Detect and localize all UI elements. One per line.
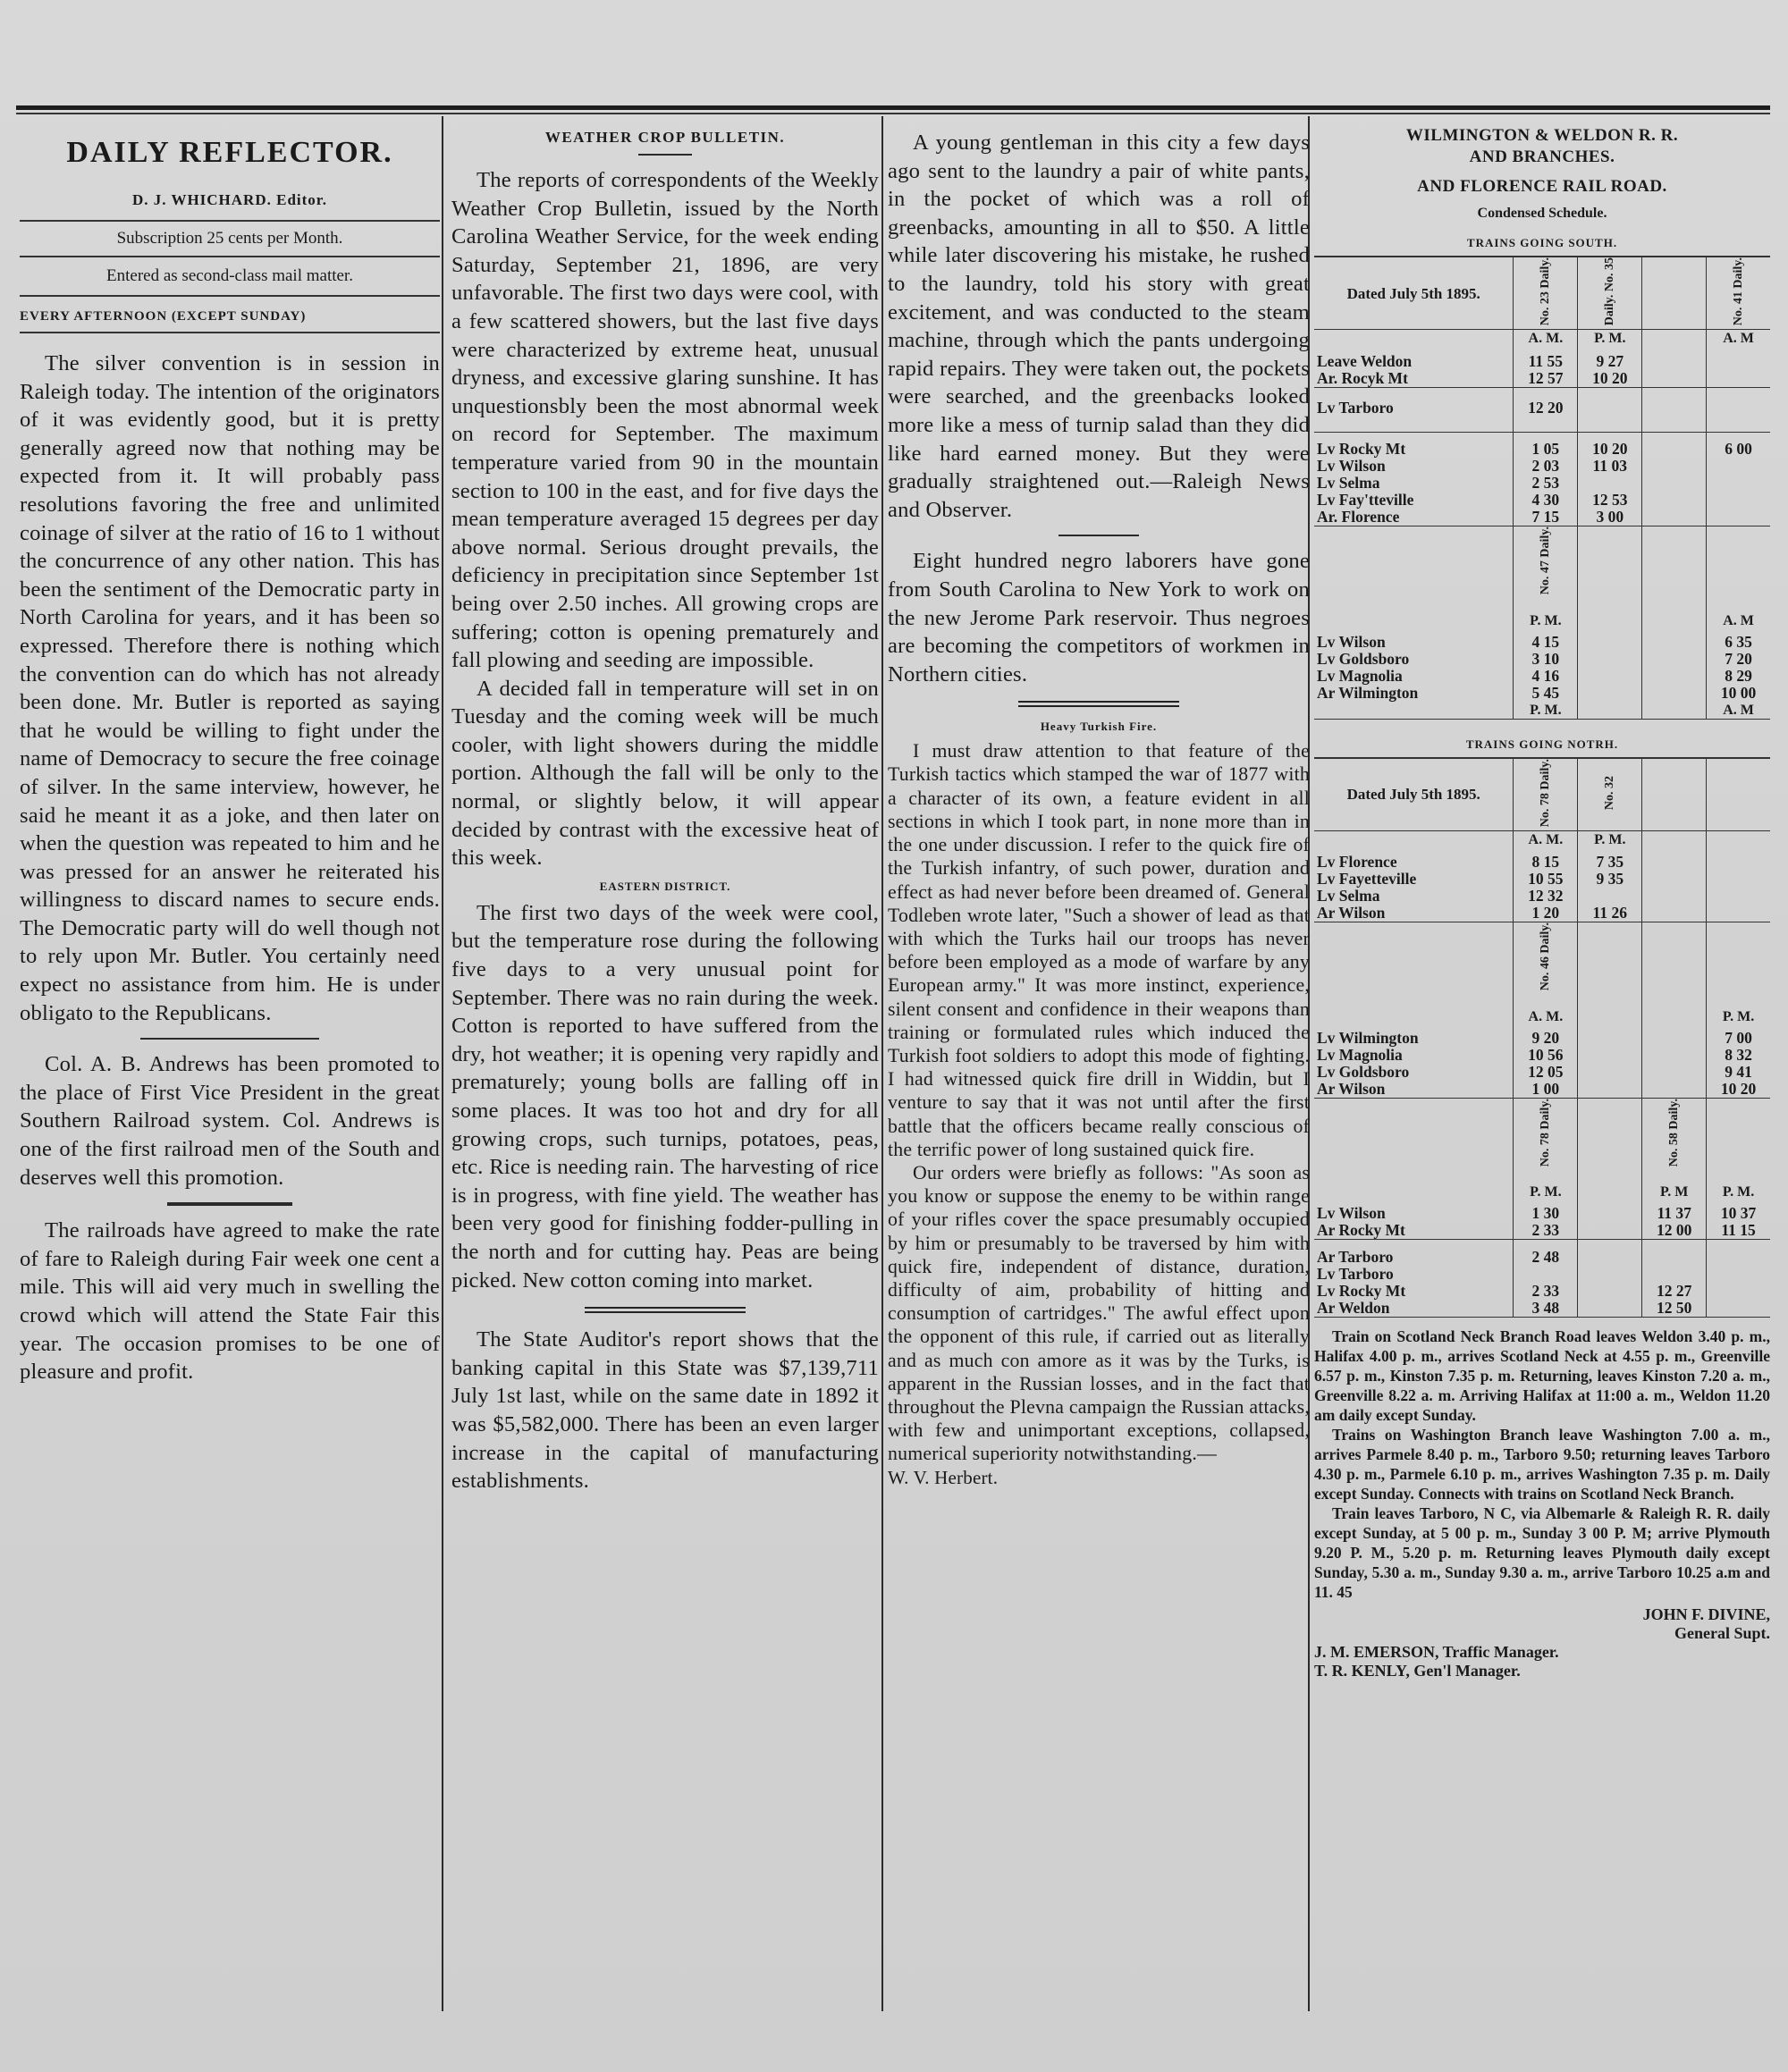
station-cell: Lv Florence — [1317, 853, 1397, 872]
time-cell — [1578, 1030, 1642, 1047]
column-divider — [442, 116, 443, 2011]
schedule-row — [1314, 441, 1770, 458]
time-cell — [1642, 1098, 1707, 1183]
time-cell: 11 15 — [1707, 1222, 1770, 1240]
time-cell — [1578, 475, 1642, 492]
schedule-row — [1314, 1283, 1770, 1300]
time-cell — [1578, 922, 1642, 1008]
ampm-cell — [1578, 1008, 1642, 1030]
ampm-cell — [1578, 1183, 1642, 1205]
station-cell: Lv Wilson — [1317, 457, 1386, 476]
ampm-cell: P. M. — [1707, 1183, 1770, 1205]
signoff-name-1: JOHN F. DIVINE, — [1642, 1605, 1770, 1623]
time-cell: 3 48 — [1514, 1300, 1578, 1318]
station-cell — [1314, 330, 1514, 353]
time-cell — [1514, 387, 1578, 400]
train-column-label: No. 41 Daily. — [1732, 257, 1746, 326]
article-railroad-fare: The railroads have agreed to make the rate of fare to Raleigh during Fair week one cent a mile. This will aid very much in swelling the crowd which will attend the State Fair this year. The occasion promises to be one of pleasure and profit. — [20, 1218, 440, 1385]
time-cell — [1642, 905, 1707, 922]
time-cell — [1642, 922, 1707, 1008]
schedule-row — [1314, 492, 1770, 509]
station-cell: Lv Selma — [1317, 887, 1380, 905]
separator — [1058, 535, 1139, 536]
time-cell: 11 37 — [1642, 1205, 1707, 1222]
column-divider — [881, 116, 883, 2011]
time-cell — [1642, 668, 1707, 685]
time-cell: 12 00 — [1642, 1222, 1707, 1240]
time-cell: 10 20 — [1578, 370, 1642, 388]
schedule-row — [1314, 400, 1770, 432]
schedule-row — [1314, 871, 1770, 888]
time-cell — [1642, 400, 1707, 432]
station-cell: Lv Goldsboro — [1317, 1062, 1410, 1081]
time-cell: 10 20 — [1578, 441, 1642, 458]
ampm-cell: P. M. — [1578, 830, 1642, 854]
schedule-row — [1314, 685, 1770, 702]
time-cell — [1514, 922, 1578, 1008]
time-cell — [1707, 1283, 1770, 1300]
time-cell: 4 15 — [1514, 634, 1578, 651]
time-cell: 8 32 — [1707, 1047, 1770, 1064]
time-cell — [1642, 888, 1707, 905]
station-cell: Lv Wilson — [1317, 1204, 1386, 1223]
time-cell — [1578, 1047, 1642, 1064]
ampm-row — [1314, 612, 1770, 634]
time-cell — [1642, 441, 1707, 458]
schedule-row — [1314, 1205, 1770, 1222]
time-cell — [1578, 1240, 1642, 1249]
railroad-subtitle: AND FLORENCE RAIL ROAD. — [1417, 177, 1667, 196]
time-cell — [1642, 634, 1707, 651]
schedule-row — [1314, 854, 1770, 871]
time-cell — [1642, 387, 1707, 400]
time-cell — [1642, 1240, 1707, 1249]
ampm-cell: A. M. — [1514, 830, 1578, 854]
train-column-label: No. 47 Daily. — [1539, 526, 1553, 595]
ampm-cell: A. M — [1707, 612, 1770, 634]
time-cell: 1 00 — [1514, 1081, 1578, 1099]
time-cell — [1578, 1205, 1642, 1222]
weather-paragraph-2: A decided fall in temperature will set in on Tuesday and the coming week will be much cooler, with light showers during the middle portion. Although the fall will be only to the normal, or slightly below, it will appear decided by contrast with the excessive heat of this week. — [451, 676, 879, 871]
ampm-cell: P. M. — [1514, 702, 1578, 720]
railroad-title: WILMINGTON & WELDON R. R. — [1405, 126, 1679, 145]
station-cell — [1314, 1183, 1514, 1205]
time-cell — [1707, 370, 1770, 388]
station-cell: Lv Wilmington — [1317, 1028, 1419, 1047]
schedule-row — [1314, 1249, 1770, 1266]
time-cell — [1578, 668, 1642, 685]
time-cell — [1642, 651, 1707, 668]
top-rule-thin — [16, 113, 1770, 114]
time-cell — [1642, 1081, 1707, 1099]
station-cell — [1314, 922, 1514, 1008]
time-cell — [1642, 353, 1707, 370]
article-silver-convention: The silver convention is in session in Raleigh today. The intention of the originators of it was evidently good, but it is pretty generally agreed now that nothing may be expected from it. It will probably pass resolutions favoring the free and unlimited coinage of silver at the ratio of 16 to 1 without the concurrence of any other nation. This has been the sentiment of the Democratic party in North Carolina for years, and it has been so expressed. Therefore there is nothing which the convention can do which has not already been done. Mr. Butler is reported as saying that he would be willing to fight under the name of Democracy to secure the free coinage of silver. In the same interview, however, he said he meant it as a joke, and then later on when the question was repeated to him and he was pressed for an answer he reiterated his willingness to discard names to secure ends. The Democratic party will do well though not to rely upon Mr. Butler. You certainly need expect no assistance from him. He is under obligato to the Republicans. — [20, 351, 440, 1025]
column-4 — [1314, 125, 1770, 1680]
time-cell: 10 00 — [1707, 685, 1770, 702]
time-cell: 4 16 — [1514, 668, 1578, 685]
station-cell: Ar Wilson — [1314, 1081, 1514, 1099]
ampm-cell: P. M. — [1514, 612, 1578, 634]
south-header-row — [1314, 257, 1770, 330]
station-cell — [1314, 1008, 1514, 1030]
ampm-cell — [1578, 612, 1642, 634]
schedule-row — [1314, 634, 1770, 651]
time-cell — [1707, 1300, 1770, 1318]
time-cell: 5 45 — [1514, 685, 1578, 702]
ampm-cell: P. M. — [1578, 330, 1642, 353]
laborers-story: Eight hundred negro laborers have gone from South Carolina to New York to work on the new Jerome Park reservoir. Thus negroes are becoming the competitors of workmen in Northern cities. — [888, 549, 1310, 686]
schedule-row — [1314, 888, 1770, 905]
time-cell — [1707, 458, 1770, 475]
time-cell: 2 03 — [1514, 458, 1578, 475]
time-cell — [1707, 871, 1770, 888]
time-cell — [1707, 1240, 1770, 1249]
time-cell — [1707, 492, 1770, 509]
station-cell: Lv Magnolia — [1317, 1045, 1403, 1064]
train-column-label: No. 32 — [1603, 775, 1617, 810]
time-cell — [1578, 634, 1642, 651]
time-cell: 2 48 — [1514, 1249, 1578, 1266]
time-cell: 9 35 — [1578, 871, 1642, 888]
time-cell: 1 20 — [1514, 905, 1578, 922]
masthead-editor: D. J. WHICHARD. Editor. — [131, 191, 328, 208]
schedule-row — [1314, 1064, 1770, 1081]
schedule-row — [1314, 509, 1770, 526]
time-cell — [1707, 905, 1770, 922]
time-cell — [1578, 1222, 1642, 1240]
time-cell — [1642, 492, 1707, 509]
ampm-cell — [1642, 330, 1707, 353]
top-rule — [16, 105, 1770, 110]
station-cell: Ar. Florence — [1314, 509, 1514, 526]
ampm-cell — [1642, 702, 1707, 720]
time-cell: 8 15 — [1514, 854, 1578, 871]
signoff — [1314, 1605, 1770, 1680]
time-cell — [1514, 1266, 1578, 1283]
time-cell: 3 00 — [1578, 509, 1642, 526]
washington-branch-note: Trains on Washington Branch leave Washington 7.00 a. m., arrives Parmele 8.40 p. m., Tarboro 9.50; returning leaves Tarboro 4.30 p. m., Parmele 6.10 p. m., arrives Washington 7.35 p. m. Daily except Sunday. Connects with trains on Scotland Neck Branch. — [1314, 1425, 1770, 1503]
dated-label: Dated July 5th 1895. — [1346, 786, 1480, 804]
time-cell: 11 03 — [1578, 458, 1642, 475]
time-cell — [1578, 400, 1642, 432]
time-cell: 8 29 — [1707, 668, 1770, 685]
subscription-line: Subscription 25 cents per Month. — [20, 220, 440, 257]
time-cell: 2 33 — [1514, 1283, 1578, 1300]
time-cell — [1578, 1081, 1642, 1099]
time-cell: 12 20 — [1514, 400, 1578, 432]
station-cell: Leave Weldon — [1317, 351, 1413, 370]
scotland-neck-note: Train on Scotland Neck Branch Road leaves Weldon 3.40 p. m., Halifax 4.00 p. m., arrives Scotland Neck at 4.55 p. m., Greenville 6.57 p. m., Kinston 7.35 p. m. Returning, leaves Kinston 7.20 a. m., Greenville 8.22 a. m. Arriving Halifax at 11:00 a. m., Weldon 11.20 am daily except Sunday. — [1314, 1327, 1770, 1424]
schedule-row — [1314, 458, 1770, 475]
time-cell — [1578, 1266, 1642, 1283]
station-cell — [1314, 1098, 1514, 1183]
schedule-row — [1314, 651, 1770, 668]
time-cell: 1 30 — [1514, 1205, 1578, 1222]
station-cell: Lv Fay'tteville — [1317, 491, 1414, 510]
time-cell: 12 57 — [1514, 370, 1578, 388]
time-cell — [1578, 888, 1642, 905]
turkish-fire-signature: W. V. Herbert. — [888, 1466, 999, 1488]
time-cell: 7 00 — [1707, 1030, 1770, 1047]
station-cell: Lv Goldsboro — [1317, 649, 1410, 668]
ampm-cell — [1642, 830, 1707, 854]
station-cell: Ar. Rocyk Mt — [1314, 370, 1514, 388]
turkish-fire-heading: Heavy Turkish Fire. — [1040, 720, 1158, 734]
time-cell — [1514, 1098, 1578, 1183]
signoff-title-1: General Supt. — [1674, 1623, 1770, 1642]
trains-north-heading: TRAINS GOING NOTRH. — [1314, 737, 1770, 759]
south-schedule-body — [1314, 330, 1770, 720]
condensed-schedule-label: Condensed Schedule. — [1477, 206, 1607, 221]
schedule-row — [1314, 1300, 1770, 1318]
time-cell: 10 56 — [1514, 1047, 1578, 1064]
time-cell — [1707, 526, 1770, 612]
time-cell — [1642, 370, 1707, 388]
time-cell: 10 55 — [1514, 871, 1578, 888]
time-cell: 11 55 — [1514, 353, 1578, 370]
station-cell: Ar Tarboro — [1317, 1247, 1394, 1266]
station-cell: Lv Tarboro — [1317, 1264, 1394, 1283]
ampm-cell: A. M — [1707, 702, 1770, 720]
train-column-label: No. 46 Daily. — [1539, 922, 1553, 991]
station-cell: Lv Fayetteville — [1317, 870, 1417, 889]
station-cell: Ar Rocky Mt — [1314, 1222, 1514, 1240]
time-cell — [1707, 387, 1770, 400]
separator — [140, 1038, 319, 1040]
schedule-row — [1314, 1222, 1770, 1240]
north-schedule-table — [1314, 759, 1770, 1318]
schedule-row — [1314, 1030, 1770, 1047]
time-cell: 9 27 — [1578, 353, 1642, 370]
station-cell: Lv Magnolia — [1317, 666, 1403, 685]
time-cell — [1578, 1283, 1642, 1300]
time-cell — [1642, 475, 1707, 492]
ampm-cell — [1642, 612, 1707, 634]
tarboro-note: Train leaves Tarboro, N C, via Albemarle & Raleigh R. R. daily except Sunday, at 5 00 p. m., Sunday 3 00 P. M; arrive Plymouth 9.20 P. M., 5.20 p. m. Returning leaves Plymouth daily except Sunday, 5.30 a. m., Sunday 9.30 a. m., arrive Tarboro 10.25 a.m and 11. 45 — [1314, 1503, 1770, 1601]
ampm-cell: A. M. — [1514, 1008, 1578, 1030]
label-row — [1314, 526, 1770, 612]
time-cell — [1707, 1098, 1770, 1183]
schedule-row — [1314, 370, 1770, 388]
time-cell — [1642, 509, 1707, 526]
label-row — [1314, 922, 1770, 1008]
entered-line: Entered as second-class mail matter. — [20, 257, 440, 297]
time-cell — [1642, 1030, 1707, 1047]
train-column-label: No. 78 Daily. — [1539, 1098, 1553, 1167]
time-cell — [1642, 1064, 1707, 1081]
time-cell — [1707, 475, 1770, 492]
time-cell: 6 00 — [1707, 441, 1770, 458]
schedule-row — [1314, 1047, 1770, 1064]
time-cell — [1707, 400, 1770, 432]
time-cell — [1642, 1047, 1707, 1064]
time-cell — [1642, 432, 1707, 441]
time-cell: 10 37 — [1707, 1205, 1770, 1222]
schedule-row — [1314, 1081, 1770, 1099]
label-row — [1314, 1098, 1770, 1183]
north-header-row — [1314, 759, 1770, 831]
time-cell: 9 20 — [1514, 1030, 1578, 1047]
ampm-row — [1314, 702, 1770, 720]
time-cell — [1642, 685, 1707, 702]
time-cell: 4 30 — [1514, 492, 1578, 509]
station-cell: Lv Rocky Mt — [1317, 1281, 1406, 1300]
laundry-story: A young gentleman in this city a few days ago sent to the laundry a pair of white pants, in the pocket of which was a roll of greenbacks, amounting in all to $50. A little while later discovering his mistake, he rushed to the laundry, told his story with great excitement, and was conducted to the steam machine, through which the pants undergoing rapid repairs. They were taken out, the pockets were searched, and the greenbacks looked more like a mess of turnip salad than they did like hard earned money. But they were gradually straightened out.—Raleigh News and Observer. — [888, 131, 1310, 522]
auditor-report-paragraph: The State Auditor's report shows that the banking capital in this State was $7,139,711 July 1st last, while on the same date in 1892 it was $5,582,000. There has been an even larger increase in the capital of manufacturing establishments. — [451, 1327, 879, 1494]
station-cell: Lv Rocky Mt — [1317, 440, 1406, 459]
time-cell — [1642, 871, 1707, 888]
ampm-cell: A. M — [1707, 330, 1770, 353]
train-column-label: Daily. No. 35 — [1603, 257, 1617, 326]
time-cell: 12 05 — [1514, 1064, 1578, 1081]
time-cell: 12 50 — [1642, 1300, 1707, 1318]
time-cell — [1707, 1266, 1770, 1283]
time-cell — [1642, 1266, 1707, 1283]
schedule-row — [1314, 905, 1770, 922]
weather-paragraph-1: The reports of correspondents of the Weekly Weather Crop Bulletin, issued by the North Carolina Weather Service, for the week ending Saturday, September 21, 1896, are very unfavorable. The first two days were cool, with a few scattered showers, but the last five days were characterized by extreme heat, unusual dryness, and excessive glaring sunshine. It has unquestionsbly been the most abnormal week on record for September. The maximum temperature varied from 90 in the mountain section to 100 in the east, and for five days the mean temperature averaged 15 degrees per day above normal. Serious drought prevails, the deficiency in precipitation since September 1st being over 2.50 inches. All growing crops are suffering; cotton is opening prematurely and fall plowing and seeding are impossible. — [451, 168, 879, 673]
eastern-district-heading: EASTERN DISTRICT. — [599, 879, 731, 893]
station-cell — [1314, 526, 1514, 612]
signoff-name-2: J. M. EMERSON, Traffic Manager. — [1314, 1642, 1559, 1661]
station-cell: Ar Wilmington — [1317, 683, 1419, 702]
station-cell: Ar Wilson — [1314, 905, 1514, 922]
separator — [638, 154, 692, 156]
time-cell: 2 53 — [1514, 475, 1578, 492]
schedule-row — [1314, 475, 1770, 492]
time-cell — [1707, 922, 1770, 1008]
station-cell: Lv Wilson — [1317, 632, 1386, 651]
ampm-cell: P. M. — [1514, 1183, 1578, 1205]
time-cell — [1578, 1249, 1642, 1266]
ampm-cell: P. M. — [1707, 1008, 1770, 1030]
time-cell: 11 26 — [1578, 905, 1642, 922]
ampm-row — [1314, 1008, 1770, 1030]
train-column-label: No. 23 Daily. — [1539, 257, 1553, 326]
time-cell — [1578, 1098, 1642, 1183]
station-cell — [1314, 387, 1514, 400]
time-cell: 6 35 — [1707, 634, 1770, 651]
schedule-notes — [1314, 1327, 1770, 1602]
time-cell — [1707, 353, 1770, 370]
time-cell — [1642, 526, 1707, 612]
schedule-row — [1314, 387, 1770, 400]
ampm-row — [1314, 330, 1770, 353]
double-separator — [585, 1307, 746, 1313]
schedule-row — [1314, 353, 1770, 370]
time-cell: 7 15 — [1514, 509, 1578, 526]
turkish-fire-paragraph-2: Our orders were briefly as follows: "As soon as you know or suppose the enemy to be within range of your rifles cover the space presumably occupied by him or presumably to be traversed by him with quick fire, independent of distance, duration, difficulty of aim, probability of hitting and consumption of cartridges." The awful effect upon the opponent of this rule, if carried out as literally and as much con amore as it was by the Turks, is apparent in the Russian losses, and in the fact that throughout the Plevna campaign the Russian attacks, with few and unimportant exceptions, collapsed, numerical superiority notwithstanding.— — [888, 1161, 1310, 1465]
ampm-cell — [1642, 1008, 1707, 1030]
weather-heading: WEATHER CROP BULLETIN. — [544, 129, 786, 146]
article-andrews: Col. A. B. Andrews has been promoted to the place of First Vice President in the great Southern Railroad system. Col. Andrews is one of the first railroad men of the South and deserves well this promotion. — [20, 1052, 440, 1190]
ampm-cell — [1578, 702, 1642, 720]
time-cell — [1578, 685, 1642, 702]
time-cell: 9 41 — [1707, 1064, 1770, 1081]
eastern-district-paragraph: The first two days of the week were cool, but the temperature rose during the following five days to a very unusual point for September. There was no rain during the week. Cotton is reported to have suffered from the dry, hot weather; it is opening very rapidly and prematurely; young bolls are falling off in some places. It was too hot and dry for all growing crops, such turnips, potatoes, peas, etc. Rice is needing rain. The harvesting of rice is in progress, with fine yield. The weather has been very good for finishing fodder-pulling in the north and for cutting hay. Peas are being picked. New cotton coming into market. — [451, 900, 879, 1293]
time-cell: 1 05 — [1514, 441, 1578, 458]
time-cell — [1578, 651, 1642, 668]
column-2 — [451, 125, 879, 1495]
ampm-row — [1314, 1183, 1770, 1205]
dated-label: Dated July 5th 1895. — [1346, 284, 1480, 302]
time-cell — [1578, 1064, 1642, 1081]
masthead-title: DAILY REFLECTOR. — [66, 136, 393, 169]
time-cell — [1642, 854, 1707, 871]
time-cell — [1578, 387, 1642, 400]
time-cell: 12 27 — [1642, 1283, 1707, 1300]
station-cell — [1314, 830, 1514, 854]
time-cell — [1707, 509, 1770, 526]
station-cell: Lv Selma — [1317, 474, 1380, 493]
north-schedule-body — [1314, 830, 1770, 1317]
time-cell — [1514, 526, 1578, 612]
ampm-row — [1314, 830, 1770, 854]
time-cell — [1707, 1249, 1770, 1266]
time-cell — [1642, 458, 1707, 475]
publication-schedule: EVERY AFTERNOON (EXCEPT SUNDAY) — [20, 309, 440, 333]
time-cell — [1707, 854, 1770, 871]
railroad-title-2: AND BRANCHES. — [1469, 147, 1615, 166]
time-cell — [1578, 1300, 1642, 1318]
time-cell — [1578, 526, 1642, 612]
double-separator — [1018, 701, 1179, 707]
time-cell: 12 53 — [1578, 492, 1642, 509]
station-cell: Lv Tarboro — [1314, 400, 1514, 432]
time-cell: 12 32 — [1514, 888, 1578, 905]
time-cell: 7 35 — [1578, 854, 1642, 871]
trains-south-heading: TRAINS GOING SOUTH. — [1314, 236, 1770, 257]
column-3 — [888, 125, 1310, 1489]
column-1 — [20, 125, 440, 1386]
time-cell — [1707, 888, 1770, 905]
time-cell: 2 33 — [1514, 1222, 1578, 1240]
time-cell: 3 10 — [1514, 651, 1578, 668]
ampm-cell — [1707, 830, 1770, 854]
schedule-row — [1314, 1266, 1770, 1283]
train-column-label: No. 78 Daily. — [1539, 758, 1553, 827]
schedule-row — [1314, 668, 1770, 685]
signoff-name-3: T. R. KENLY, Gen'l Manager. — [1314, 1661, 1521, 1680]
train-column-label: No. 58 Daily. — [1667, 1098, 1682, 1167]
ampm-cell: P. M — [1642, 1183, 1707, 1205]
south-schedule-table — [1314, 257, 1770, 720]
time-cell: 7 20 — [1707, 651, 1770, 668]
separator — [167, 1202, 292, 1206]
ampm-cell: A. M. — [1514, 330, 1578, 353]
station-cell: Ar Weldon — [1314, 1300, 1514, 1318]
time-cell: 10 20 — [1707, 1081, 1770, 1099]
station-cell — [1314, 612, 1514, 634]
station-cell — [1314, 702, 1514, 720]
turkish-fire-paragraph-1: I must draw attention to that feature of the Turkish tactics which stamped the war of 1877 with a character of its own, a feature evident in all sections in which I took part, in none more than in the one under discussion. I refer to the quick fire of the Turkish infantry, of such power, duration and effect as had never before been dreamed of. General Todleben wrote later, "Such a shower of lead as that with which the Turks hail our troops has never before been employed as a mode of warfare by any European army." It was more instinct, experience, silent consent and confidence in their weapons than training or formulated rules which induced the Turkish foot soldiers to adopt this mode of fighting. I had witnessed quick fire drill in Widdin, but I venture to say that it was not until after the first battle that the officers became really conscious of the terrific power of long sustained quick fire. — [888, 740, 1310, 1160]
time-cell — [1642, 1249, 1707, 1266]
